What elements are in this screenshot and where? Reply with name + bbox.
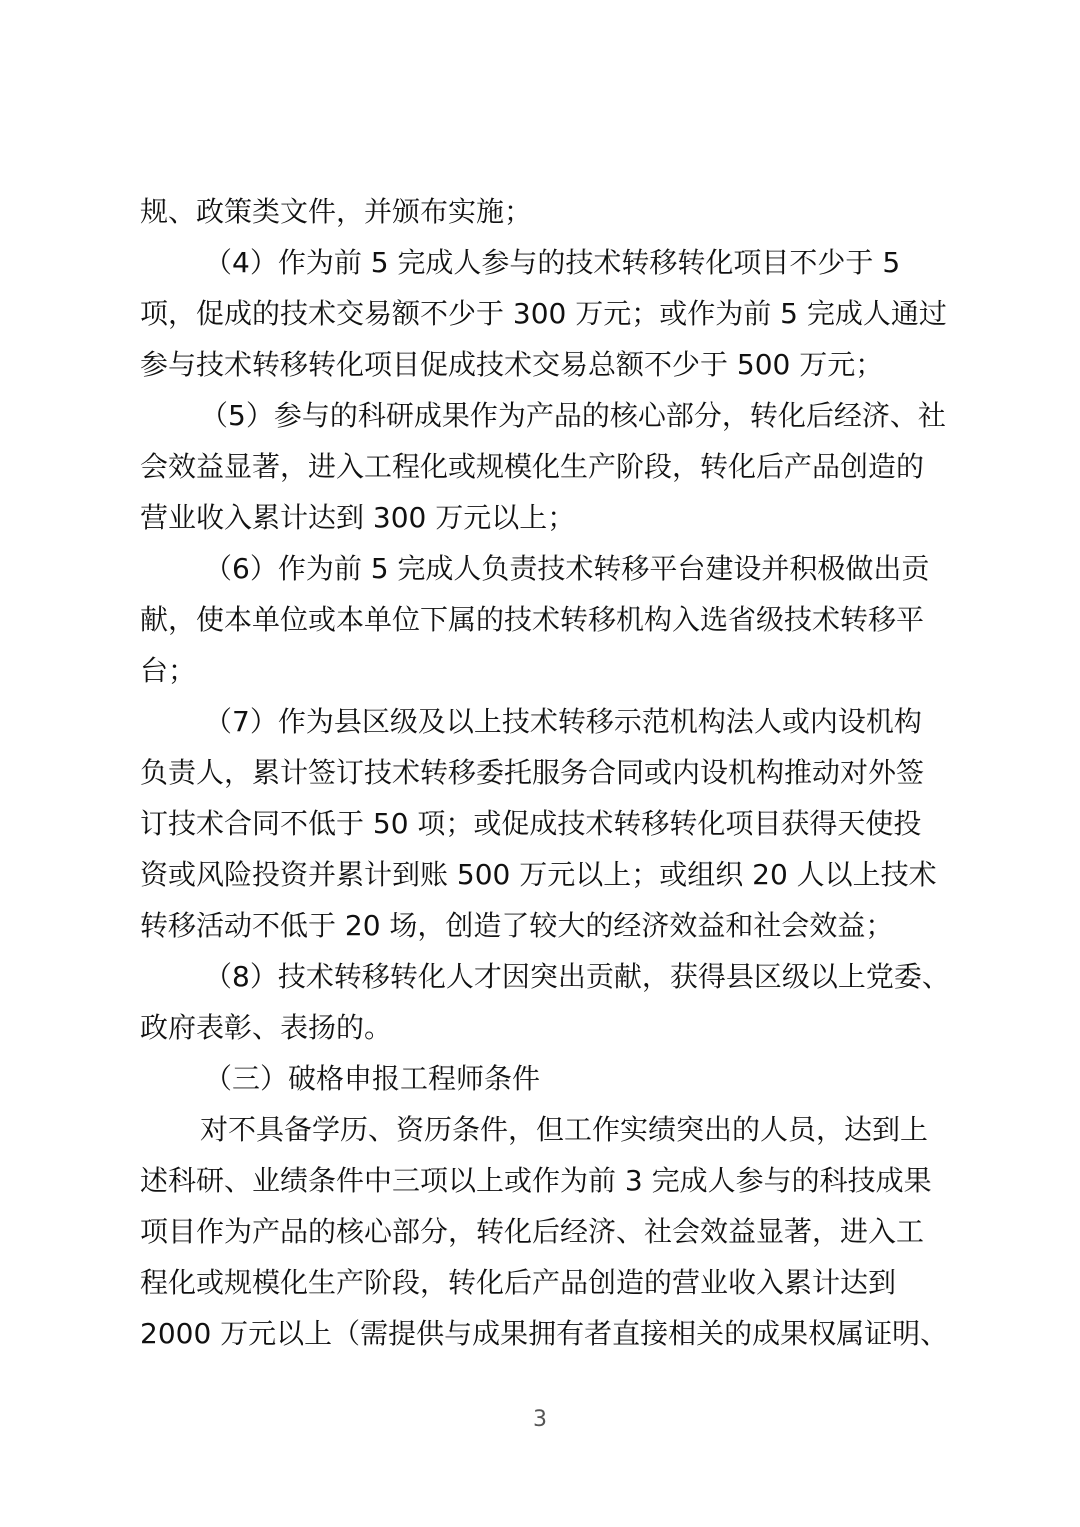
- page-number: 3: [533, 1407, 547, 1432]
- item-6-line-2: 献，使本单位或本单位下属的技术转移机构入选省级技术转移平: [140, 603, 925, 636]
- paragraph-line-5: 2000 万元以上（需提供与成果拥有者直接相关的成果权属证明、: [140, 1317, 949, 1350]
- item-5-line-2: 会效益显著，进入工程化或规模化生产阶段，转化后产品创造的: [140, 450, 925, 483]
- item-8-line-1: （8）技术转移转化人才因突出贡献，获得县区级以上党委、: [204, 960, 950, 993]
- item-4-line-3: 参与技术转移转化项目促成技术交易总额不少于 500 万元；: [140, 348, 884, 381]
- item-7-line-5: 转移活动不低于 20 场，创造了较大的经济效益和社会效益；: [140, 909, 894, 942]
- paragraph-line-3: 项目作为产品的核心部分，转化后经济、社会效益显著，进入工: [140, 1215, 925, 1248]
- item-7-line-3: 订技术合同不低于 50 项；或促成技术转移转化项目获得天使投: [140, 807, 922, 840]
- paragraph-line-1: 对不具备学历、资历条件，但工作实绩突出的人员，达到上: [200, 1113, 929, 1146]
- item-5-line-3: 营业收入累计达到 300 万元以上；: [140, 501, 576, 534]
- item-4-line-2: 项，促成的技术交易额不少于 300 万元；或作为前 5 完成人通过: [140, 297, 947, 330]
- paragraph-line-4: 程化或规模化生产阶段，转化后产品创造的营业收入累计达到: [140, 1266, 897, 1299]
- item-7-line-4: 资或风险投资并累计到账 500 万元以上；或组织 20 人以上技术: [140, 858, 937, 891]
- item-7-line-1: （7）作为县区级及以上技术转移示范机构法人或内设机构: [204, 705, 922, 738]
- item-6-line-1: （6）作为前 5 完成人负责技术转移平台建设并积极做出贡: [204, 552, 930, 585]
- item-5-line-1: （5）参与的科研成果作为产品的核心部分，转化后经济、社: [200, 399, 946, 432]
- item-6-line-3: 台；: [140, 654, 197, 687]
- item-4-line-1: （4）作为前 5 完成人参与的技术转移转化项目不少于 5: [204, 246, 901, 279]
- item-7-line-2: 负责人，累计签订技术转移委托服务合同或内设机构推动对外签: [140, 756, 925, 789]
- item-8-line-2: 政府表彰、表扬的。: [140, 1011, 393, 1044]
- section-heading: （三）破格申报工程师条件: [204, 1062, 541, 1095]
- paragraph-line-2: 述科研、业绩条件中三项以上或作为前 3 完成人参与的科技成果: [140, 1164, 932, 1197]
- text-line-1: 规、政策类文件，并颁布实施；: [140, 195, 533, 228]
